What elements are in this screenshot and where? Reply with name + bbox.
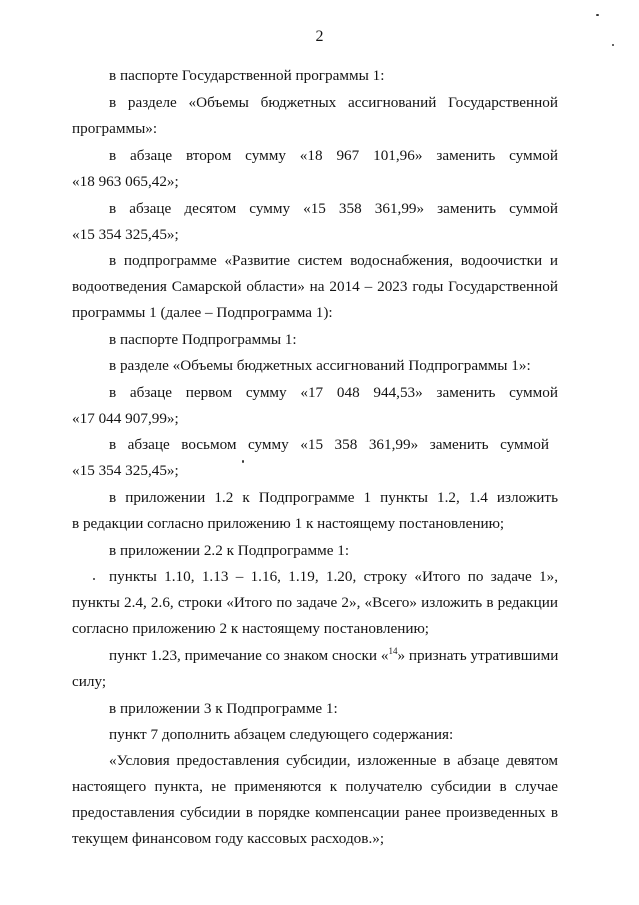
text-line: водоотведения Самарской области» на 2014 – 2023 годы Государственной (72, 278, 558, 295)
text-line: в редакции согласно приложению 1 к настоящему постановлению; (72, 515, 505, 532)
text-line: «15 354 325,45»; (72, 226, 179, 243)
text-line: пункт 7 дополнить абзацем следующего содержания: (109, 726, 454, 743)
footnote-mark: 14 (388, 645, 398, 656)
text-line: силу; (72, 673, 107, 690)
text-line: в приложении 3 к Подпрограмме 1: (109, 700, 338, 717)
text-line: программы»: (72, 120, 158, 137)
text-line: «18 963 065,42»; (72, 173, 179, 190)
text-line: в разделе «Объемы бюджетных ассигнований Государственной (109, 94, 558, 111)
text-line (109, 646, 558, 666)
text-line: пункты 2.4, 2.6, строки «Итого по задаче 2», «Всего» изложить в редакции (72, 594, 558, 611)
text-line: программы 1 (далее – Подпрограмма 1): (72, 304, 333, 321)
text-line: в приложении 2.2 к Подпрограмме 1: (109, 542, 350, 559)
text-line: в абзаце десятом сумму «15 358 361,99» заменить суммой (109, 200, 558, 217)
text-line: в приложении 1.2 к Подпрограмме 1 пункты 1.2, 1.4 изложить (109, 489, 558, 506)
text-line: текущем финансовом году кассовых расходов.»; (72, 830, 385, 847)
text-line: настоящего пункта, не применяются к получателю субсидии в случае (72, 778, 558, 795)
text-line: «Условия предоставления субсидии, изложенные в абзаце девятом (109, 752, 558, 769)
text-line: в абзаце втором сумму «18 967 101,96» заменить суммой (109, 147, 558, 164)
text-fragment: » признать утратившими (397, 647, 559, 664)
text-line: предоставления субсидии в порядке компенсации ранее произведенных в (72, 804, 558, 821)
scan-speck (612, 44, 614, 46)
text-line: в подпрограмме «Развитие систем водоснабжения, водоочистки и (109, 252, 558, 269)
text-fragment: пункт 1.23, примечание со знаком сноски « (109, 647, 389, 664)
scan-speck (242, 460, 244, 463)
text-line: пункты 1.10, 1.13 – 1.16, 1.19, 1.20, строку «Итого по задаче 1», (109, 568, 558, 585)
page-number: 2 (315, 28, 324, 45)
text-line: в паспорте Подпрограммы 1: (109, 331, 297, 348)
text-line: в разделе «Объемы бюджетных ассигнований Подпрограммы 1»: (109, 357, 531, 374)
text-line: в паспорте Государственной программы 1: (109, 67, 385, 84)
scan-speck (596, 14, 599, 16)
text-line: согласно приложению 2 к настоящему постановлению; (72, 620, 430, 637)
text-line: в абзаце восьмом сумму «15 358 361,99» заменить суммой (109, 436, 549, 453)
text-line: «17 044 907,99»; (72, 410, 179, 427)
text-line: в абзаце первом сумму «17 048 944,53» заменить суммой (109, 384, 558, 401)
scan-speck (93, 578, 95, 580)
text-line: «15 354 325,45»; (72, 462, 179, 479)
